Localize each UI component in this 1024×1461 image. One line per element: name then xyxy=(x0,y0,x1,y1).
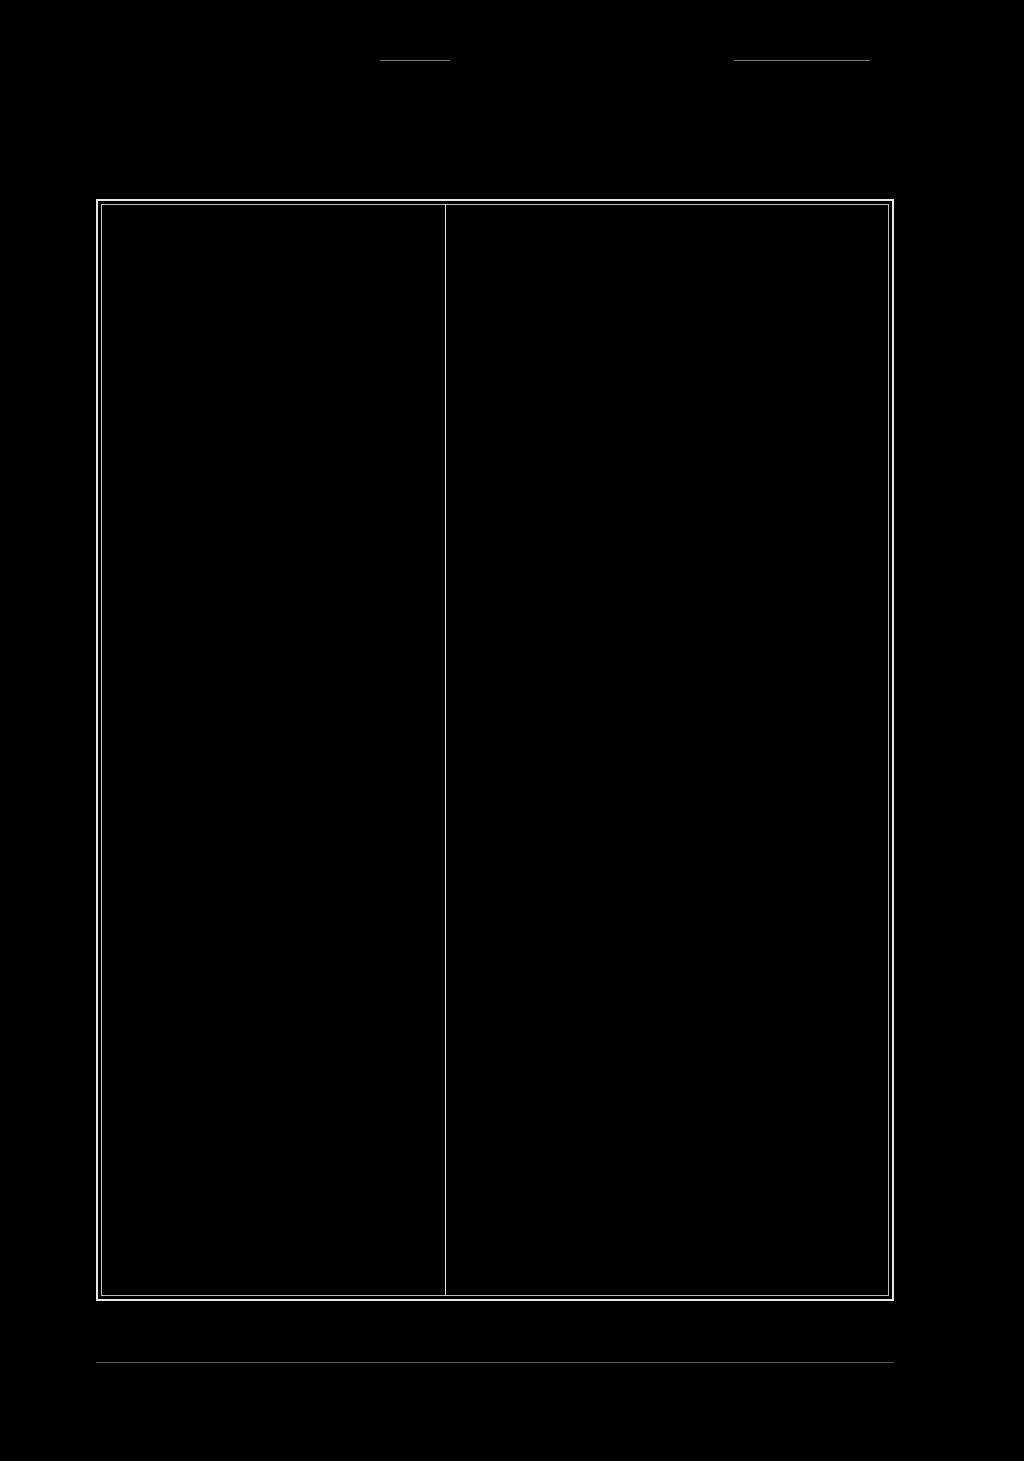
header-divider xyxy=(734,60,870,61)
column-header-source xyxy=(101,204,445,271)
column-header-species xyxy=(446,204,889,271)
species-table xyxy=(96,199,894,1301)
table-inner-border xyxy=(101,204,889,1296)
table-header-row xyxy=(101,204,889,271)
table-column-divider xyxy=(445,204,446,1296)
header-divider xyxy=(380,60,450,61)
footer-divider xyxy=(96,1362,894,1363)
